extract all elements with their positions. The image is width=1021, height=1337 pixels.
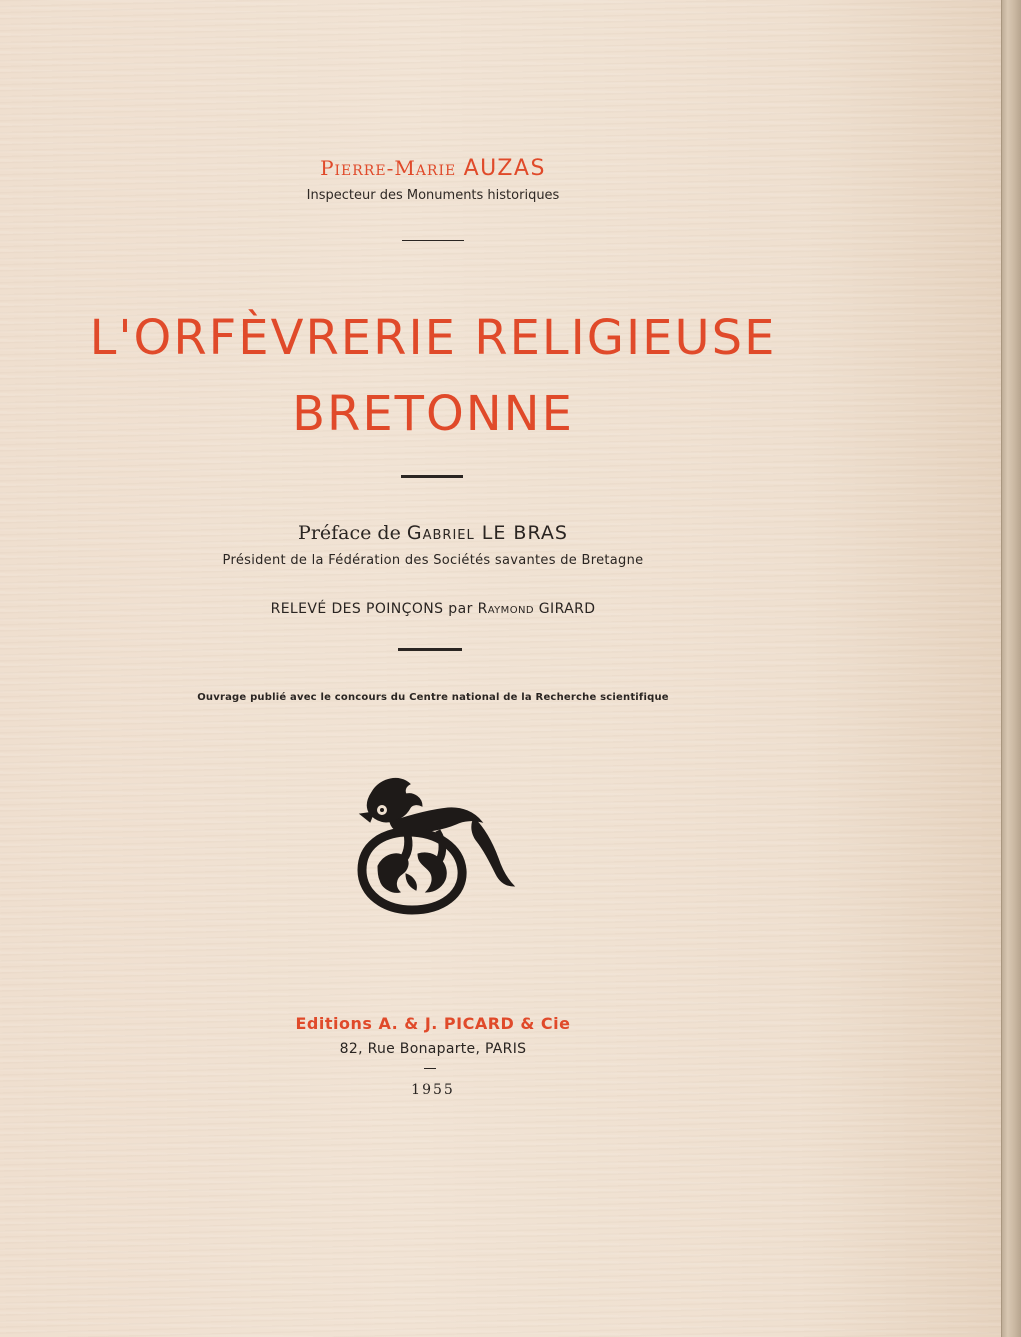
preface-line xyxy=(0,522,866,544)
releve-name: Raymond GIRARD xyxy=(477,601,596,617)
preface-prefix: Préface de xyxy=(298,522,401,544)
title-line-1: L'ORFÈVRERIE RELIGIEUSE xyxy=(89,310,777,366)
releve-label: RELEVÉ DES POINÇONS xyxy=(270,601,444,617)
author-first-name: Pierre-Marie xyxy=(320,156,457,180)
divider-small xyxy=(424,1068,436,1069)
divider-top xyxy=(402,240,464,241)
preface-role: Président de la Fédération des Sociétés savantes de Bretagne xyxy=(222,553,644,568)
publisher-address: 82, Rue Bonaparte, PARIS xyxy=(339,1041,527,1057)
title-line-2: BRETONNE xyxy=(292,386,574,442)
ouvrage-note: Ouvrage publié avec le concours du Centre national de la Recherche scientifique xyxy=(197,692,669,703)
page-edge xyxy=(1001,0,1021,1337)
releve-connector: par xyxy=(448,601,473,617)
bird-on-globe-emblem-icon xyxy=(352,770,522,915)
author-name xyxy=(0,156,866,181)
preface-name: Gabriel LE BRAS xyxy=(406,522,568,544)
author-role: Inspecteur des Monuments historiques xyxy=(306,188,560,203)
author-last-name: AUZAS xyxy=(463,156,546,181)
divider-middle xyxy=(398,648,462,651)
releve-line xyxy=(0,601,866,617)
divider-title xyxy=(401,475,463,478)
publisher-name: Editions A. & J. PICARD & Cie xyxy=(295,1014,571,1033)
publication-year: 1955 xyxy=(411,1082,455,1098)
